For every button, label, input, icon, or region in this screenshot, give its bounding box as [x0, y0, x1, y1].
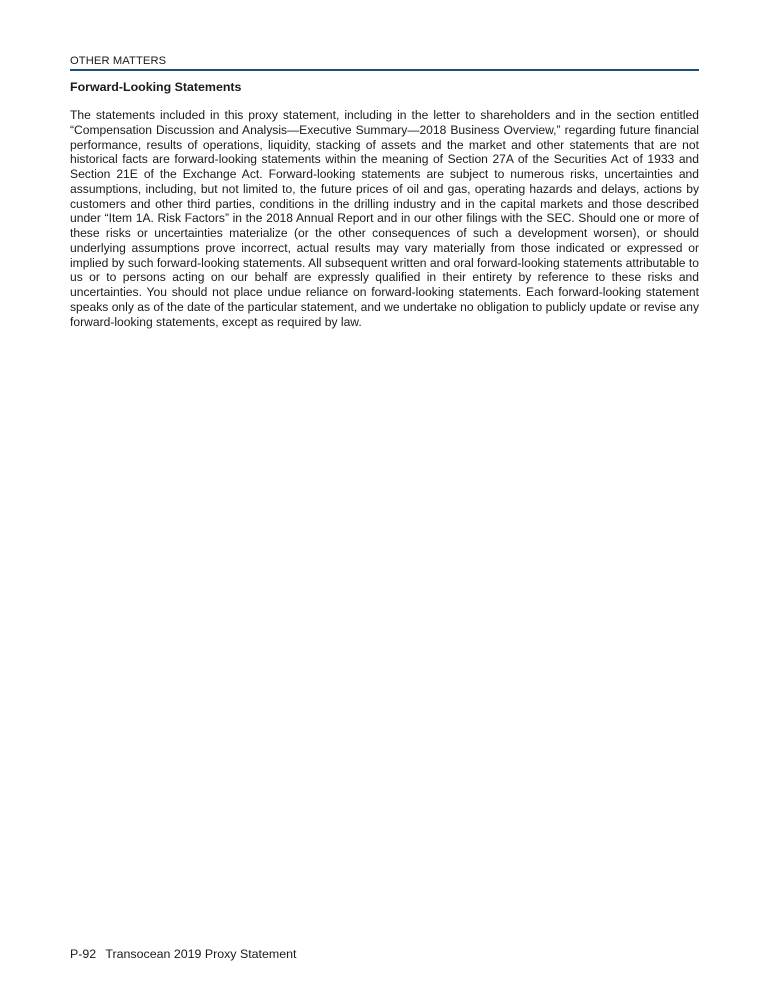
body-paragraph: The statements included in this proxy statement, including in the letter to shareholders and in the section entitled “Compensation Discussion and Analysis—Executive Summary—2018 Business Overview,” regarding future financial performance, results of operations, liquidity, stacking of assets and the market and other statements that are not historical facts are forward-looking statements within the meaning of Section 27A of the Securities Act of 1933 and Section 21E of the Exchange Act. Forward-looking statements are subject to numerous risks, uncertainties and assumptions, including, but not limited to, the future prices of oil and gas, operating hazards and delays, actions by customers and other third parties, conditions in the drilling industry and in the capital markets and those described under “Item 1A. Risk Factors” in the 2018 Annual Report and in our other filings with the SEC. Should one or more of these risks or uncertainties materialize (or the other consequences of such a development worsen), or should underlying assumptions prove incorrect, actual results may vary materially from those indicated or expressed or implied by such forward-looking statements. All subsequent written and oral forward-looking statements attributable to us or to persons acting on our behalf are expressly qualified in their entirety by reference to these risks and uncertainties. You should not place undue reliance on forward-looking statements. Each forward-looking statement speaks only as of the date of the particular statement, and we undertake no obligation to publicly update or revise any forward-looking statements, except as required by law.: [70, 108, 699, 329]
page-footer: [70, 947, 296, 962]
section-header: OTHER MATTERS: [70, 55, 167, 67]
document-title: Transocean 2019 Proxy Statement: [105, 947, 297, 961]
header-divider: [70, 69, 699, 71]
section-title: Forward-Looking Statements: [70, 80, 242, 94]
page-number: P-92: [70, 947, 97, 961]
